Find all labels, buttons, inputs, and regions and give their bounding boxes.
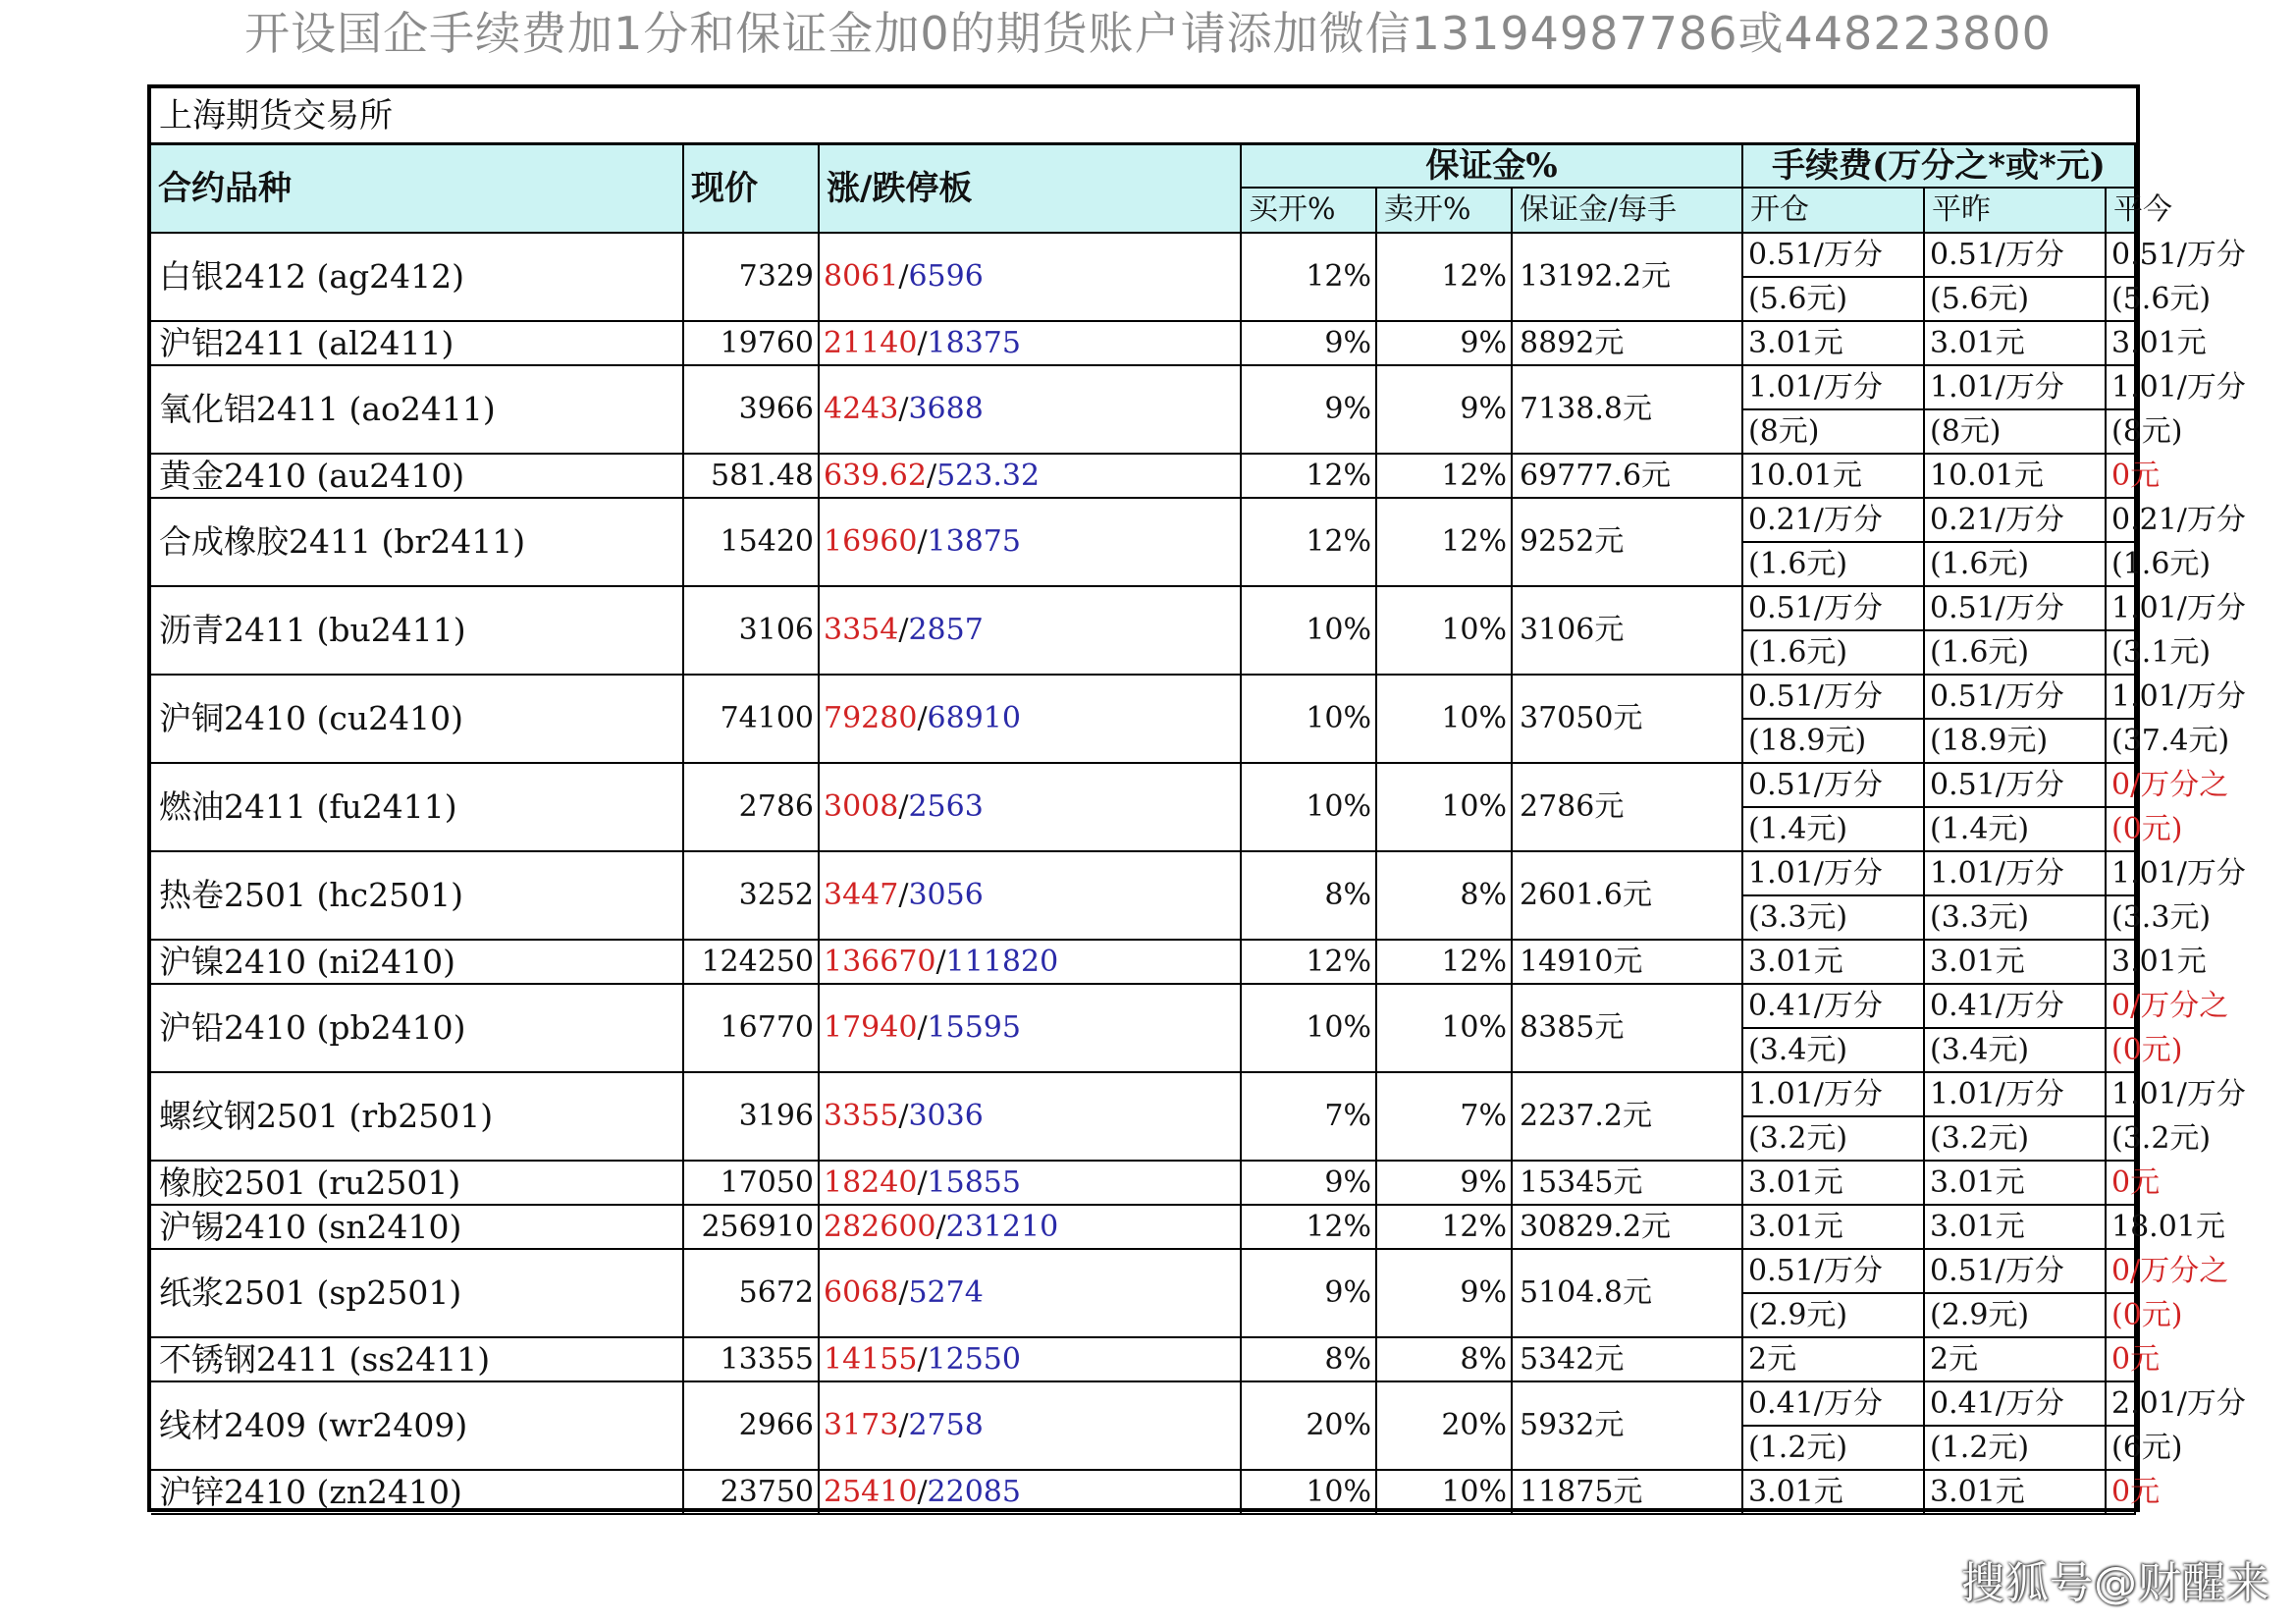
contract-name: 燃油2411 (fu2411) [151, 764, 684, 852]
limit-separator: / [898, 613, 909, 647]
margin-per-lot: 5104.8元 [1513, 1250, 1743, 1338]
open-fee-amount: (8元) [1743, 410, 1925, 455]
price-limit [820, 322, 1242, 366]
price-limit [820, 1206, 1242, 1250]
buy-margin: 9% [1242, 322, 1377, 366]
open-fee-rate: 1.01/万分 [1743, 1073, 1925, 1117]
open-fee-rate: 0.51/万分 [1743, 234, 1925, 278]
sell-header: 卖开% [1377, 189, 1513, 234]
sell-margin: 10% [1377, 1471, 1513, 1515]
open-header: 开仓 [1743, 189, 1925, 234]
open-fee-amount: (18.9元) [1743, 720, 1925, 764]
close-yesterday-fee-amount: (1.6元) [1925, 631, 2107, 676]
margin-per-lot: 7138.8元 [1513, 366, 1743, 455]
close-today-header: 平今 [2107, 189, 2136, 234]
limit-up: 79280 [824, 701, 918, 735]
contract-header: 合约品种 [151, 145, 684, 234]
sell-margin: 7% [1377, 1073, 1513, 1162]
sell-margin: 10% [1377, 676, 1513, 764]
current-price: 124250 [684, 941, 820, 985]
open-fee-rate: 0.51/万分 [1743, 676, 1925, 720]
close-yesterday-fee-rate: 0.41/万分 [1925, 985, 2107, 1029]
limit-separator: / [917, 1475, 928, 1509]
current-price: 19760 [684, 322, 820, 366]
current-price: 2966 [684, 1382, 820, 1471]
margin-per-lot: 9252元 [1513, 499, 1743, 587]
close-yesterday-fee-rate: 1.01/万分 [1925, 366, 2107, 410]
close-yesterday-fee-rate: 0.51/万分 [1925, 676, 2107, 720]
close-today-fee-amount: (3.1元) [2107, 631, 2136, 676]
current-price: 16770 [684, 985, 820, 1073]
margin-per-lot: 11875元 [1513, 1471, 1743, 1515]
price-limit [820, 587, 1242, 676]
limit-down: 15595 [927, 1010, 1021, 1045]
buy-margin: 7% [1242, 1073, 1377, 1162]
close-yesterday-fee: 10.01元 [1925, 455, 2107, 499]
limit-up: 6068 [824, 1275, 899, 1310]
current-price: 74100 [684, 676, 820, 764]
sell-margin: 12% [1377, 1206, 1513, 1250]
close-yesterday-fee-amount: (3.4元) [1925, 1029, 2107, 1073]
open-fee-amount: (3.4元) [1743, 1029, 1925, 1073]
close-today-fee: 0元 [2107, 1162, 2136, 1206]
contract-name: 线材2409 (wr2409) [151, 1382, 684, 1471]
buy-margin: 8% [1242, 852, 1377, 941]
sell-margin: 20% [1377, 1382, 1513, 1471]
close-today-fee-rate: 1.01/万分 [2107, 1073, 2136, 1117]
open-fee-rate: 0.51/万分 [1743, 587, 1925, 631]
buy-margin: 10% [1242, 764, 1377, 852]
buy-margin: 12% [1242, 455, 1377, 499]
open-fee: 2元 [1743, 1338, 1925, 1382]
sell-margin: 10% [1377, 587, 1513, 676]
open-fee: 3.01元 [1743, 1206, 1925, 1250]
close-today-fee: 0元 [2107, 1471, 2136, 1515]
limit-separator: / [935, 945, 946, 979]
margin-per-lot: 30829.2元 [1513, 1206, 1743, 1250]
buy-margin: 9% [1242, 1250, 1377, 1338]
limit-down: 523.32 [936, 459, 1041, 493]
buy-margin: 12% [1242, 941, 1377, 985]
limit-down: 2563 [908, 789, 984, 824]
price-limit [820, 499, 1242, 587]
limit-separator: / [898, 1408, 909, 1442]
contract-name: 沪锌2410 (zn2410) [151, 1471, 684, 1515]
sell-margin: 9% [1377, 366, 1513, 455]
limit-up: 8061 [824, 259, 899, 294]
price-limit [820, 1382, 1242, 1471]
limit-down: 18375 [927, 326, 1021, 360]
current-price: 581.48 [684, 455, 820, 499]
limit-separator: / [898, 789, 909, 824]
limit-separator: / [898, 392, 909, 426]
limit-up: 4243 [824, 392, 899, 426]
close-yesterday-fee-rate: 0.51/万分 [1925, 587, 2107, 631]
limit-down: 2758 [908, 1408, 984, 1442]
open-fee: 3.01元 [1743, 941, 1925, 985]
contract-name: 不锈钢2411 (ss2411) [151, 1338, 684, 1382]
close-today-fee-amount: (8元) [2107, 410, 2136, 455]
limit-up: 136670 [824, 945, 936, 979]
contract-name: 热卷2501 (hc2501) [151, 852, 684, 941]
price-limit [820, 366, 1242, 455]
current-price: 3106 [684, 587, 820, 676]
margin-per-lot: 5342元 [1513, 1338, 1743, 1382]
open-fee-amount: (1.6元) [1743, 543, 1925, 587]
price-limit [820, 1162, 1242, 1206]
sell-margin: 10% [1377, 764, 1513, 852]
limit-up: 282600 [824, 1210, 936, 1244]
open-fee-rate: 0.51/万分 [1743, 1250, 1925, 1294]
limit-down: 6596 [908, 259, 984, 294]
margin-per-lot: 37050元 [1513, 676, 1743, 764]
open-fee-amount: (1.2元) [1743, 1427, 1925, 1471]
price-limit [820, 1250, 1242, 1338]
buy-margin: 9% [1242, 366, 1377, 455]
open-fee: 3.01元 [1743, 1162, 1925, 1206]
limit-separator: / [926, 459, 937, 493]
current-price: 3966 [684, 366, 820, 455]
price-limit [820, 852, 1242, 941]
current-price: 13355 [684, 1338, 820, 1382]
close-yesterday-fee-amount: (1.4元) [1925, 808, 2107, 852]
close-yesterday-fee-amount: (18.9元) [1925, 720, 2107, 764]
close-yesterday-fee-amount: (5.6元) [1925, 278, 2107, 322]
limit-up: 3008 [824, 789, 899, 824]
price-limit [820, 985, 1242, 1073]
close-yesterday-fee-amount: (3.2元) [1925, 1117, 2107, 1162]
contract-name: 沪镍2410 (ni2410) [151, 941, 684, 985]
current-price: 3196 [684, 1073, 820, 1162]
limit-separator: / [898, 1275, 909, 1310]
open-fee-amount: (1.6元) [1743, 631, 1925, 676]
contract-name: 氧化铝2411 (ao2411) [151, 366, 684, 455]
limit-down: 111820 [945, 945, 1059, 979]
close-today-fee: 0元 [2107, 1338, 2136, 1382]
open-fee-amount: (3.3元) [1743, 896, 1925, 941]
close-today-fee-amount: (1.6元) [2107, 543, 2136, 587]
contract-name: 螺纹钢2501 (rb2501) [151, 1073, 684, 1162]
current-price: 3252 [684, 852, 820, 941]
price-limit [820, 676, 1242, 764]
limit-separator: / [898, 878, 909, 912]
limit-down: 13875 [927, 524, 1021, 559]
limit-up: 14155 [824, 1342, 918, 1377]
current-price: 17050 [684, 1162, 820, 1206]
sell-margin: 9% [1377, 1162, 1513, 1206]
price-header: 现价 [684, 145, 820, 234]
close-yesterday-fee-rate: 1.01/万分 [1925, 1073, 2107, 1117]
contract-name: 合成橡胶2411 (br2411) [151, 499, 684, 587]
contract-name: 黄金2410 (au2410) [151, 455, 684, 499]
close-today-fee-amount: (6元) [2107, 1427, 2136, 1471]
current-price: 5672 [684, 1250, 820, 1338]
close-today-fee-amount: (3.3元) [2107, 896, 2136, 941]
margin-per-lot: 8892元 [1513, 322, 1743, 366]
price-limit [820, 1073, 1242, 1162]
close-today-fee-rate: 1.01/万分 [2107, 852, 2136, 896]
limit-down: 3056 [908, 878, 984, 912]
open-fee-amount: (1.4元) [1743, 808, 1925, 852]
buy-margin: 10% [1242, 587, 1377, 676]
contract-name: 沪铜2410 (cu2410) [151, 676, 684, 764]
limit-separator: / [917, 326, 928, 360]
buy-margin: 10% [1242, 985, 1377, 1073]
open-fee: 3.01元 [1743, 1471, 1925, 1515]
limit-separator: / [898, 1099, 909, 1133]
limit-header: 涨/跌停板 [820, 145, 1242, 234]
close-today-fee-rate: 0/万分之 [2107, 764, 2136, 808]
close-yesterday-fee: 3.01元 [1925, 322, 2107, 366]
close-yesterday-fee-amount: (1.2元) [1925, 1427, 2107, 1471]
buy-margin: 10% [1242, 1471, 1377, 1515]
limit-up: 21140 [824, 326, 918, 360]
limit-separator: / [917, 1342, 928, 1377]
close-today-fee-rate: 2.01/万分 [2107, 1382, 2136, 1427]
close-yesterday-fee-amount: (8元) [1925, 410, 2107, 455]
limit-down: 3688 [908, 392, 984, 426]
close-yesterday-fee: 3.01元 [1925, 941, 2107, 985]
close-yesterday-fee: 3.01元 [1925, 1471, 2107, 1515]
close-yesterday-fee-rate: 0.41/万分 [1925, 1382, 2107, 1427]
limit-separator: / [917, 701, 928, 735]
close-today-fee-rate: 1.01/万分 [2107, 587, 2136, 631]
close-yesterday-fee: 3.01元 [1925, 1162, 2107, 1206]
limit-separator: / [917, 1010, 928, 1045]
open-fee-amount: (2.9元) [1743, 1294, 1925, 1338]
close-today-fee-amount: (5.6元) [2107, 278, 2136, 322]
buy-margin: 8% [1242, 1338, 1377, 1382]
watermark: 搜狐号@财醒来 [1961, 1558, 2270, 1608]
close-yesterday-fee-amount: (1.6元) [1925, 543, 2107, 587]
sell-margin: 9% [1377, 1250, 1513, 1338]
per-lot-header: 保证金/每手 [1513, 189, 1743, 234]
close-yesterday-fee-amount: (3.3元) [1925, 896, 2107, 941]
limit-up: 18240 [824, 1165, 918, 1200]
close-today-fee-rate: 0.21/万分 [2107, 499, 2136, 543]
margin-per-lot: 2601.6元 [1513, 852, 1743, 941]
limit-separator: / [898, 259, 909, 294]
limit-down: 2857 [908, 613, 984, 647]
buy-margin: 20% [1242, 1382, 1377, 1471]
buy-margin: 12% [1242, 1206, 1377, 1250]
close-yesterday-fee-rate: 0.51/万分 [1925, 1250, 2107, 1294]
sell-margin: 9% [1377, 322, 1513, 366]
margin-per-lot: 15345元 [1513, 1162, 1743, 1206]
fee-group-header: 手续费(万分之*或*元) [1743, 145, 2136, 189]
margin-per-lot: 2237.2元 [1513, 1073, 1743, 1162]
price-limit [820, 1471, 1242, 1515]
contract-name: 沪铅2410 (pb2410) [151, 985, 684, 1073]
current-price: 23750 [684, 1471, 820, 1515]
close-yesterday-fee: 2元 [1925, 1338, 2107, 1382]
limit-down: 5274 [908, 1275, 984, 1310]
contract-name: 沥青2411 (bu2411) [151, 587, 684, 676]
sell-margin: 12% [1377, 234, 1513, 322]
limit-separator: / [917, 1165, 928, 1200]
open-fee: 3.01元 [1743, 322, 1925, 366]
close-yesterday-fee-rate: 1.01/万分 [1925, 852, 2107, 896]
sell-margin: 10% [1377, 985, 1513, 1073]
margin-per-lot: 8385元 [1513, 985, 1743, 1073]
margin-per-lot: 69777.6元 [1513, 455, 1743, 499]
contract-name: 白银2412 (ag2412) [151, 234, 684, 322]
limit-up: 3173 [824, 1408, 899, 1442]
sell-margin: 8% [1377, 852, 1513, 941]
close-yesterday-fee-rate: 0.51/万分 [1925, 764, 2107, 808]
close-today-fee-rate: 1.01/万分 [2107, 366, 2136, 410]
contract-name: 纸浆2501 (sp2501) [151, 1250, 684, 1338]
buy-header: 买开% [1242, 189, 1377, 234]
buy-margin: 10% [1242, 676, 1377, 764]
sell-margin: 8% [1377, 1338, 1513, 1382]
limit-down: 22085 [927, 1475, 1021, 1509]
limit-up: 3447 [824, 878, 899, 912]
open-fee: 10.01元 [1743, 455, 1925, 499]
close-today-fee-amount: (0元) [2107, 1294, 2136, 1338]
margin-per-lot: 13192.2元 [1513, 234, 1743, 322]
margin-per-lot: 2786元 [1513, 764, 1743, 852]
current-price: 2786 [684, 764, 820, 852]
limit-up: 25410 [824, 1475, 918, 1509]
close-today-fee: 0元 [2107, 455, 2136, 499]
limit-down: 12550 [927, 1342, 1021, 1377]
limit-down: 231210 [945, 1210, 1059, 1244]
limit-down: 3036 [908, 1099, 984, 1133]
limit-separator: / [917, 524, 928, 559]
close-today-fee-rate: 0/万分之 [2107, 1250, 2136, 1294]
open-fee-amount: (5.6元) [1743, 278, 1925, 322]
margin-per-lot: 3106元 [1513, 587, 1743, 676]
open-fee-rate: 0.41/万分 [1743, 985, 1925, 1029]
buy-margin: 12% [1242, 234, 1377, 322]
close-today-fee-rate: 0/万分之 [2107, 985, 2136, 1029]
contract-name: 沪锡2410 (sn2410) [151, 1206, 684, 1250]
buy-margin: 9% [1242, 1162, 1377, 1206]
sell-margin: 12% [1377, 499, 1513, 587]
limit-up: 3354 [824, 613, 899, 647]
close-today-fee-amount: (0元) [2107, 808, 2136, 852]
current-price: 256910 [684, 1206, 820, 1250]
limit-up: 3355 [824, 1099, 899, 1133]
sell-margin: 12% [1377, 455, 1513, 499]
limit-up: 639.62 [824, 459, 927, 493]
price-limit [820, 1338, 1242, 1382]
close-today-fee-amount: (0元) [2107, 1029, 2136, 1073]
close-yesterday-fee-rate: 0.21/万分 [1925, 499, 2107, 543]
limit-up: 17940 [824, 1010, 918, 1045]
open-fee-rate: 1.01/万分 [1743, 852, 1925, 896]
contract-name: 橡胶2501 (ru2501) [151, 1162, 684, 1206]
open-fee-rate: 0.21/万分 [1743, 499, 1925, 543]
margin-group-header: 保证金% [1242, 145, 1743, 189]
fee-table [147, 84, 2246, 1512]
table-edge [2136, 145, 2138, 147]
limit-down: 68910 [927, 701, 1021, 735]
current-price: 7329 [684, 234, 820, 322]
promo-banner: 开设国企手续费加1分和保证金加0的期货账户请添加微信13194987786或448223800 [244, 7, 2052, 60]
margin-per-lot: 14910元 [1513, 941, 1743, 985]
close-today-fee: 3.01元 [2107, 322, 2136, 366]
price-limit [820, 455, 1242, 499]
price-limit [820, 764, 1242, 852]
close-today-fee: 3.01元 [2107, 941, 2136, 985]
sell-margin: 12% [1377, 941, 1513, 985]
close-today-fee-rate: 1.01/万分 [2107, 676, 2136, 720]
limit-up: 16960 [824, 524, 918, 559]
close-yesterday-fee: 3.01元 [1925, 1206, 2107, 1250]
close-yesterday-fee-rate: 0.51/万分 [1925, 234, 2107, 278]
exchange-title: 上海期货交易所 [151, 88, 2136, 145]
open-fee-rate: 0.51/万分 [1743, 764, 1925, 808]
contract-name: 沪铝2411 (al2411) [151, 322, 684, 366]
current-price: 15420 [684, 499, 820, 587]
close-today-fee-rate: 0.51/万分 [2107, 234, 2136, 278]
open-fee-rate: 0.41/万分 [1743, 1382, 1925, 1427]
margin-per-lot: 5932元 [1513, 1382, 1743, 1471]
close-yesterday-fee-amount: (2.9元) [1925, 1294, 2107, 1338]
close-today-fee-amount: (3.2元) [2107, 1117, 2136, 1162]
open-fee-amount: (3.2元) [1743, 1117, 1925, 1162]
close-today-fee: 18.01元 [2107, 1206, 2136, 1250]
price-limit [820, 941, 1242, 985]
price-limit [820, 234, 1242, 322]
limit-down: 15855 [927, 1165, 1021, 1200]
open-fee-rate: 1.01/万分 [1743, 366, 1925, 410]
buy-margin: 12% [1242, 499, 1377, 587]
close-today-fee-amount: (37.4元) [2107, 720, 2136, 764]
limit-separator: / [935, 1210, 946, 1244]
close-yesterday-header: 平昨 [1925, 189, 2107, 234]
